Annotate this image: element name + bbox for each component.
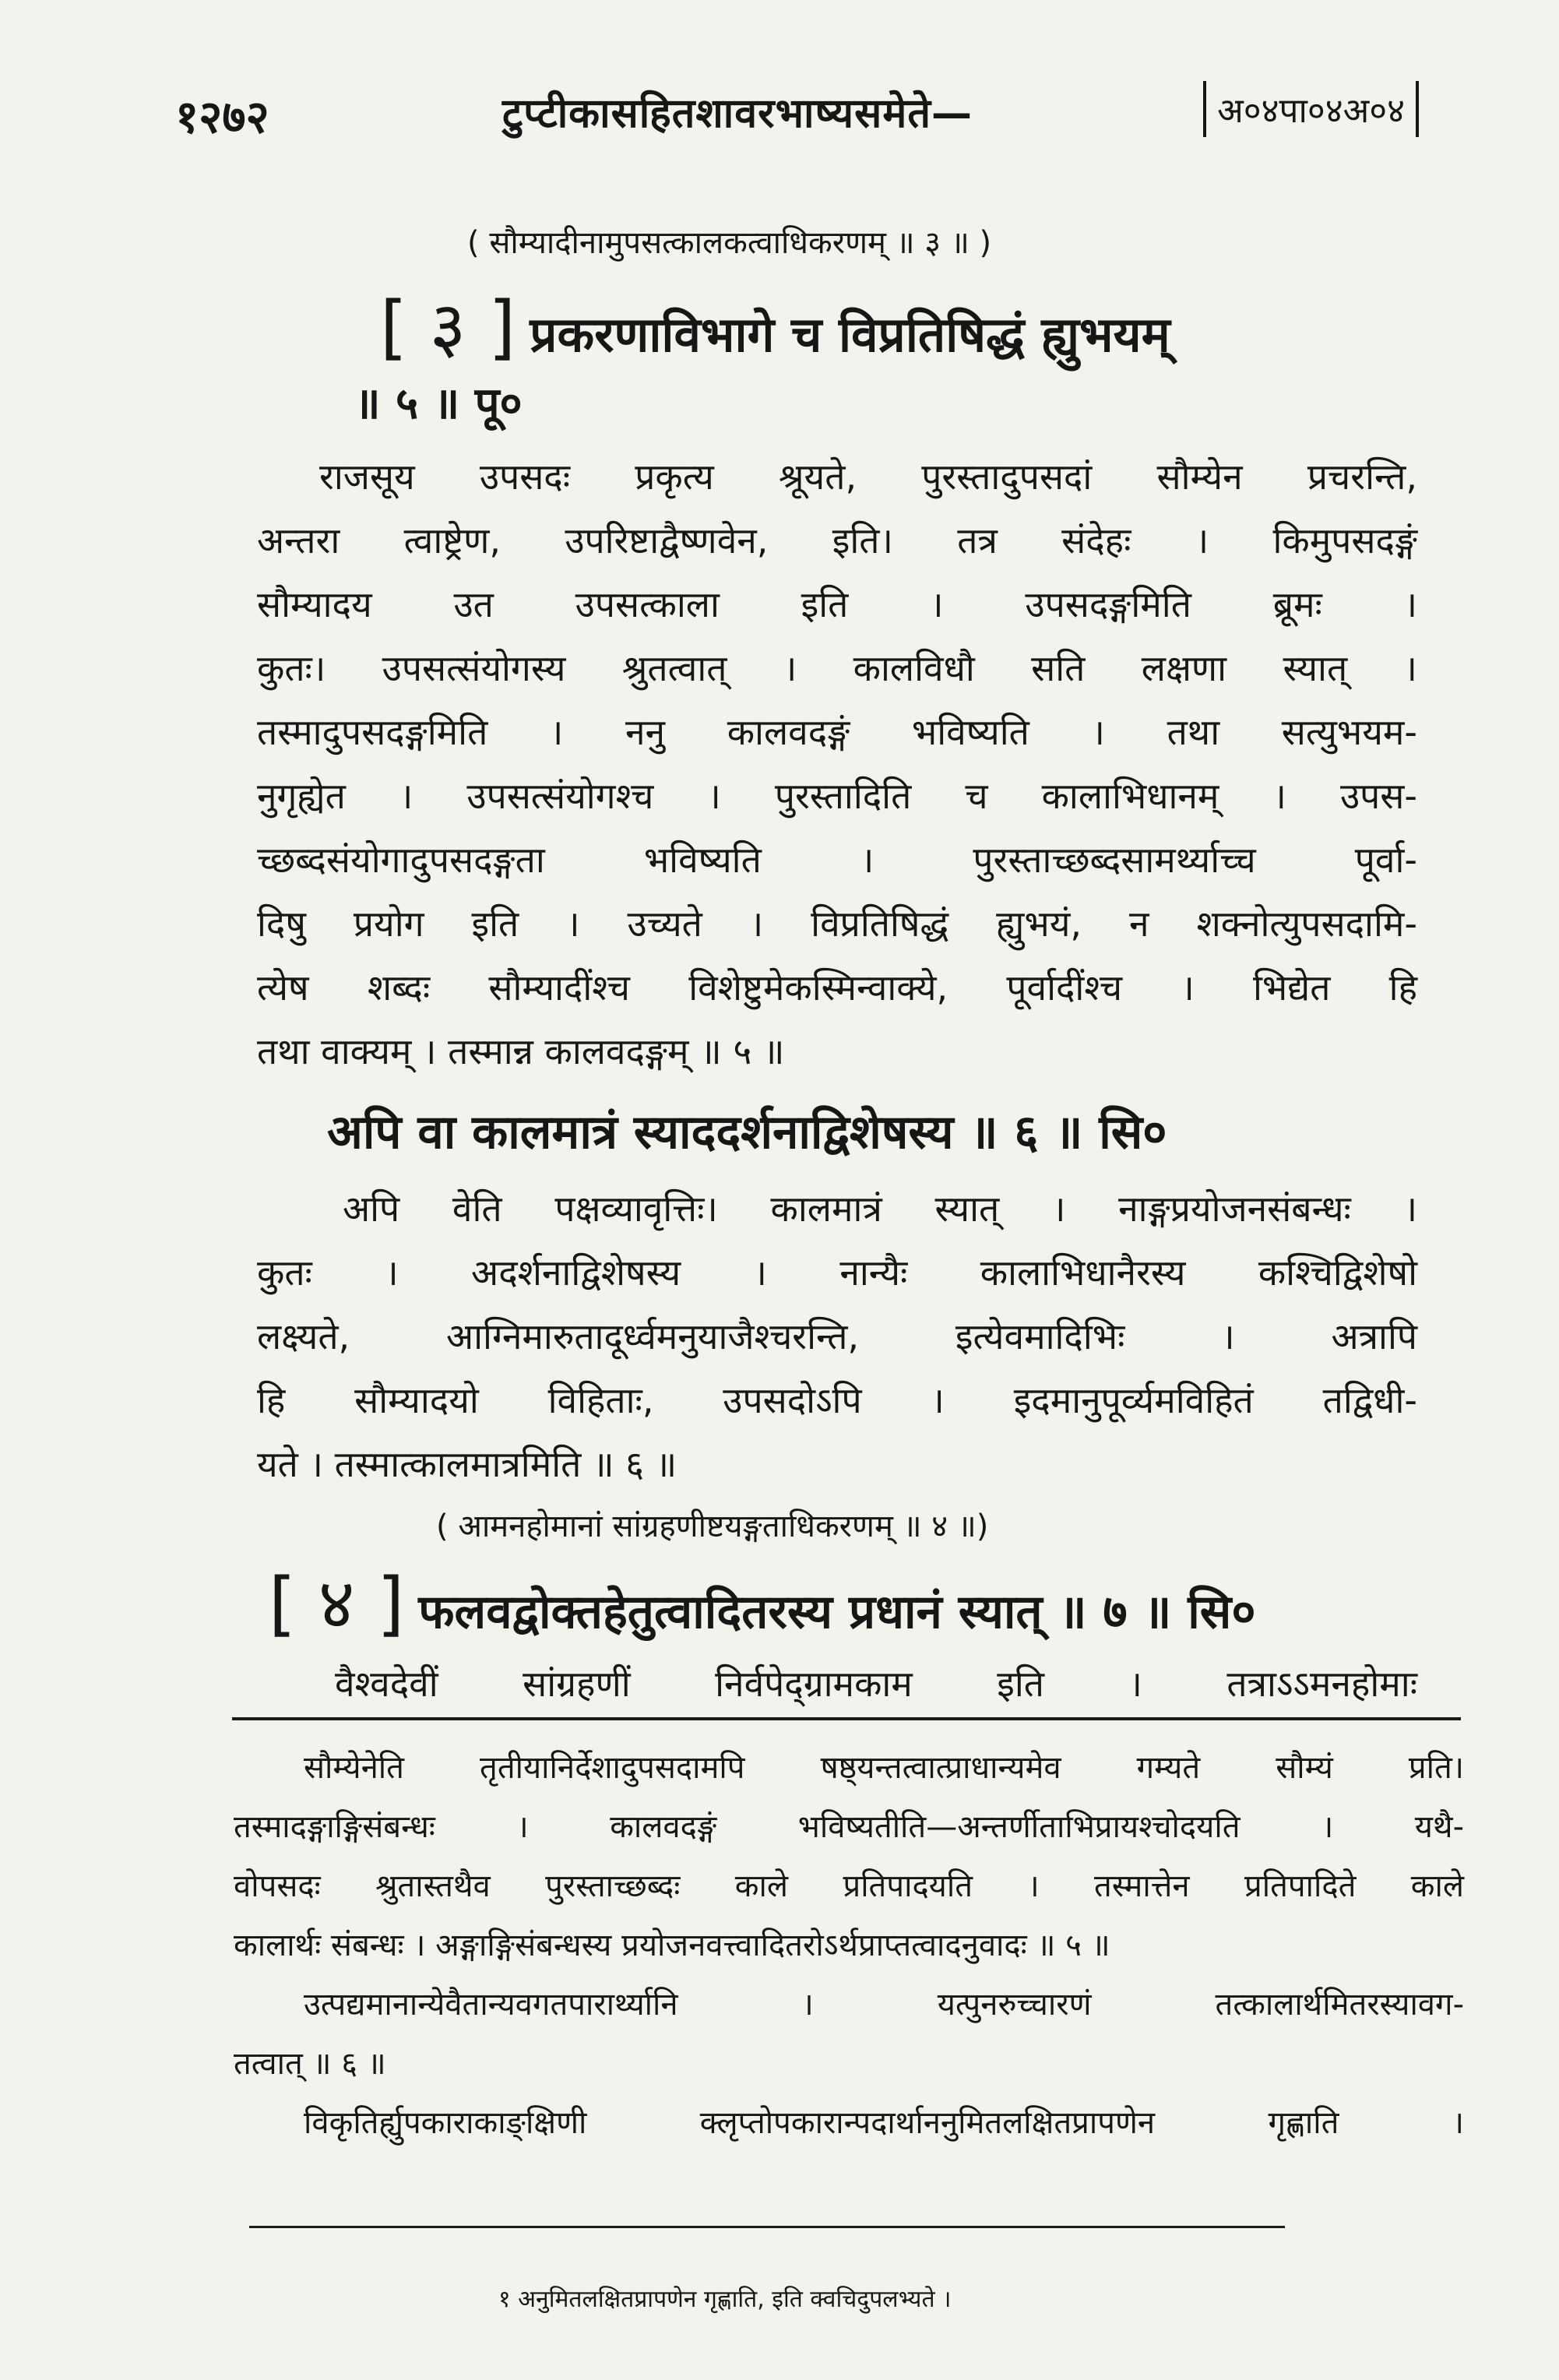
commentary-line: तस्मादङ्गाङ्गिसंबन्धः । कालवदङ्गं भविष्यतीति—अन्तर्णीताभिप्रायश्चोदयति । यथै- xyxy=(234,1809,1464,1845)
bhashya-line: तस्मादुपसदङ्गमिति । ननु कालवदङ्गं भविष्यति । तथा सत्युभयम- xyxy=(257,711,1417,753)
bhashya-line: नुगृह्येत । उपसत्संयोगश्च । पुरस्तादिति च कालाभिधानम् । उपस- xyxy=(257,775,1417,817)
adhikarana-3-title: ( सौम्यादीनामुपसत्कालकत्वाधिकरणम् ॥ ३ ॥ ) xyxy=(467,225,992,261)
sutra-6: अपि वा कालमात्रं स्याददर्शनाद्विशेषस्य ॥ ६ ॥ सि० xyxy=(327,1105,1167,1160)
bhashya-line: अन्तरा त्वाष्ट्रेण, उपरिष्टाद्वैष्णवेन, इति। तत्र संदेहः । किमुपसदङ्गं xyxy=(257,519,1417,562)
commentary-line: वोपसदः श्रुतास्तथैव पुरस्ताच्छब्दः काले प्रतिपादयति । तस्मात्तेन प्रतिपादिते काले xyxy=(234,1868,1464,1904)
bhashya-line: च्छब्दसंयोगादुपसदङ्गता भविष्यति । पुरस्ताच्छब्दसामर्थ्याच्च पूर्वा- xyxy=(257,839,1417,881)
commentary-line: विकृतिर्ह्युपकाराकाङ्क्षिणी क्लृप्तोपकारान्पदार्थाननुमितलक्षितप्रापणेन गृह्णाति । xyxy=(304,2105,1464,2141)
bhashya-line: राजसूय उपसदः प्रकृत्य श्रूयते, पुरस्तादुपसदां सौम्येन प्रचरन्ति, xyxy=(319,456,1417,498)
bhashya-line: लक्ष्यते, आग्निमारुतादूर्ध्वमनुयाजैश्चरन्ति, इत्येवमादिभिः । अत्रापि xyxy=(257,1315,1417,1357)
page-number: १२७२ xyxy=(175,90,269,143)
bhashya-line: कुतः। उपसत्संयोगस्य श्रुतत्वात् । कालविधौ सति लक्षणा स्यात् । xyxy=(257,647,1417,689)
sutra-5-end: ॥ ५ ॥ पू० xyxy=(354,378,523,429)
commentary-line: उत्पद्यमानान्येवैतान्यवगतपारार्थ्यानि । यत्पुनरुच्चारणं तत्कालार्थमितरस्यावग- xyxy=(304,1987,1464,2023)
sutra-7-text: फलवद्वोक्तहेतुत्वादितरस्य प्रधानं स्यात् ॥ ७ ॥ सि० xyxy=(418,1585,1256,1639)
bhashya-line: दिषु प्रयोग इति । उच्यते । विप्रतिषिद्धं ह्युभयं, न शक्नोत्युपसदामि- xyxy=(257,903,1417,945)
sutra-5-number: [ ३ ] xyxy=(380,287,516,368)
bhashya-line: यते । तस्मात्कालमात्रमिति ॥ ६ ॥ xyxy=(257,1443,677,1485)
footnote: १ अनुमितलक्षितप्रापणेन गृह्णाति, इति क्वचिदुपलभ्यते । xyxy=(498,2286,952,2313)
bhashya-7-start: वैश्वदेवीं सांग्रहणीं निर्वपेद्ग्रामकाम इति । तत्राऽऽमनहोमाः xyxy=(335,1663,1417,1705)
section-reference: अ०४पा०४अ०४ xyxy=(1203,81,1419,137)
sutra-7-number: [ ४ ] xyxy=(269,1563,405,1645)
bhashya-line: सौम्यादय उत उपसत्काला इति । उपसदङ्गमिति ब्रूमः । xyxy=(257,583,1417,625)
commentary-line: तत्वात् ॥ ६ ॥ xyxy=(234,2046,386,2082)
commentary-divider xyxy=(232,1717,1461,1720)
bhashya-line: अपि वेति पक्षव्यावृत्तिः। कालमात्रं स्यात् । नाङ्गप्रयोजनसंबन्धः । xyxy=(343,1188,1417,1230)
bhashya-line: त्येष शब्दः सौम्यादींश्च विशेष्टुमेकस्मिन्वाक्ये, पूर्वादींश्च । भिद्येत हि xyxy=(257,966,1417,1009)
bhashya-line: तथा वाक्यम् । तस्मान्न कालवदङ्गम् ॥ ५ ॥ xyxy=(257,1030,785,1072)
sutra-5-text: प्रकरणाविभागे च विप्रतिषिद्धं ह्युभयम् xyxy=(530,306,1170,363)
commentary-line: सौम्येनेति तृतीयानिर्देशादुपसदामपि षष्ठ्यन्तत्वात्प्राधान्यमेव गम्यते सौम्यं प्रति। xyxy=(304,1750,1464,1786)
bhashya-line: कुतः । अदर्शनाद्विशेषस्य । नान्यैः कालाभिधानैरस्य कश्चिद्विशेषो xyxy=(257,1252,1417,1294)
bhashya-line: हि सौम्यादयो विहिताः, उपसदोऽपि । इदमानुपूर्व्यमविहितं तद्विधी- xyxy=(257,1379,1417,1421)
sutra-5 xyxy=(380,277,1170,372)
running-title: टुप्टीकासहितशावरभाष्यसमेते— xyxy=(502,90,973,137)
page-header xyxy=(175,84,1419,154)
adhikarana-4-title: ( आमनहोमानां सांग्रहणीष्टयङ्गताधिकरणम् ॥ ४ ॥) xyxy=(436,1509,989,1544)
commentary-line: कालार्थः संबन्धः । अङ्गाङ्गिसंबन्धस्य प्रयोजनवत्त्वादितरोऽर्थप्राप्तत्वादनुवादः ॥ ५ ॥ xyxy=(234,1928,1110,1963)
sutra-7 xyxy=(269,1554,1256,1649)
footnote-divider xyxy=(249,2226,1285,2228)
